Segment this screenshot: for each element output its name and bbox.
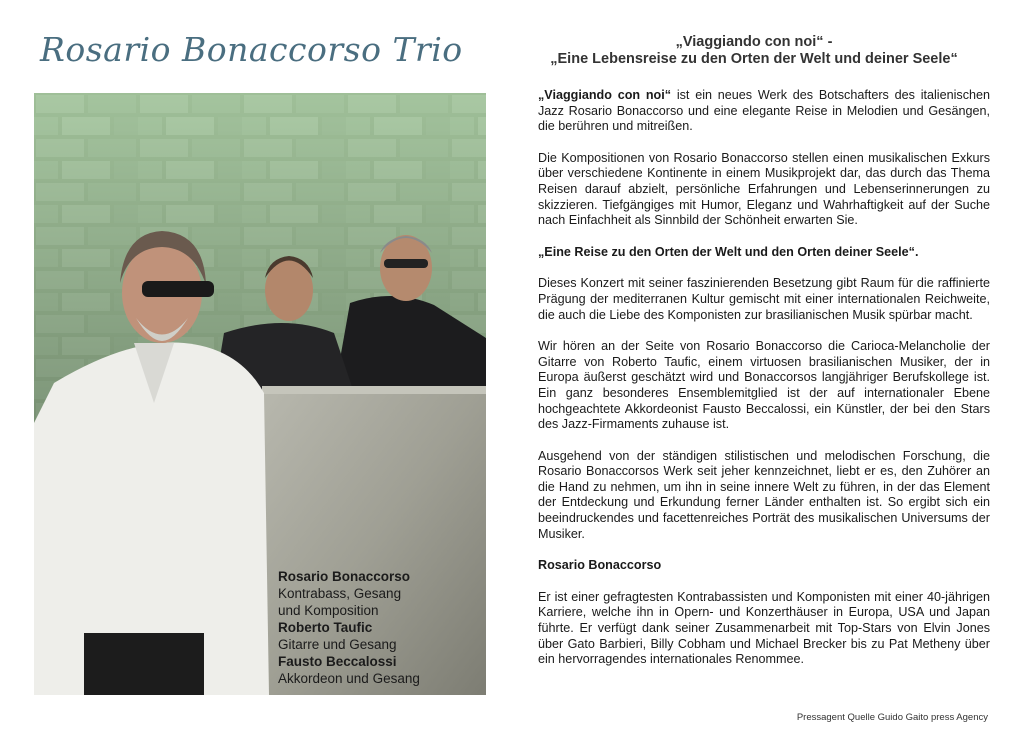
paragraph-1 — [538, 88, 990, 135]
heading-line-1: „Viaggiando con noi“ - — [675, 34, 833, 50]
paragraph-5: Wir hören an der Seite von Rosario Bonaccorso die Carioca-Melancholie der Gitarre von Roberto Taufic, einem virtuosen brasilianischen Musiker, der in Europa äußerst geschätzt wird und Bonaccorsos langjähriger Berufskollege ist. Ein ganz besonderes Ensemblemitglied ist der auf internationaler Ebene hochgeachtete Akkordeonist Fausto Beccalossi, ein Künstler, der bei den Stars des Jazz-Firmaments zuhause ist. — [538, 339, 990, 432]
article-body — [538, 88, 990, 684]
band-title: Rosario Bonaccorso Trio — [40, 30, 463, 69]
caption-name-2: Roberto Taufic — [278, 620, 373, 635]
paragraph-1-bold: „Viaggiando con noi“ — [538, 88, 672, 102]
caption-role-2: Gitarre und Gesang — [278, 637, 397, 652]
caption-name-1: Rosario Bonaccorso — [278, 569, 411, 584]
photo-caption — [278, 568, 478, 687]
caption-name-3: Fausto Beccalossi — [278, 654, 397, 669]
paragraph-8: Er ist einer gefragtesten Kontrabassisten und Komponisten mit einer 40-jährigen Karriere, welche ihn in Opern- und Konzerthäuser in Europa, USA und Japan führte. Er verfügt dank seiner Zusammenarbeit mit Top-Stars von Elvin Jones über Gato Barbieri, Billy Cobham und Michael Brecker bis zu Pat Metheny über ein hervorragendes internationales Renommee. — [538, 589, 990, 667]
caption-role-1b: und Komposition — [278, 603, 379, 618]
article-heading — [520, 34, 988, 68]
paragraph-7-subheading: Rosario Bonaccorso — [538, 558, 662, 573]
caption-role-1a: Kontrabass, Gesang — [278, 586, 402, 601]
paragraph-2: Die Kompositionen von Rosario Bonaccorso stellen einen musikalischen Exkurs über verschiedene Kontinente in einem Musikprojekt dar, das durch das Thema Reisen darauf abzielt, persönliche Erfahrungen und Lebenserinnerungen zu skizzieren. Tiefgängiges mit Humor, Eleganz und Wahrhaftigkeit auf der Suche nach Einfachheit als Sinnbild der Schönheit erwarten Sie. — [538, 150, 990, 228]
caption-role-3: Akkordeon und Gesang — [278, 671, 420, 686]
paragraph-4: Dieses Konzert mit seiner faszinierenden Besetzung gibt Raum für die raffinierte Prägung der mediterranen Kultur gemischt mit einer internationalen Reichweite, die auch die Liebe des Komponisten zur brasilianischen Musik spürbar macht. — [538, 276, 990, 322]
paragraph-1-text: ist ein neues Werk des Botschafters des italienischen Jazz Rosario Bonaccorso und eine elegante Reise in Melodien und Gesängen, die berühren und mitreißen. — [538, 88, 990, 134]
footer-credit: Pressagent Quelle Guido Gaito press Agency — [796, 712, 988, 723]
heading-line-2: „Eine Lebensreise zu den Orten der Welt und deiner Seele“ — [550, 51, 958, 67]
paragraph-3-subheading: „Eine Reise zu den Orten der Welt und den Orten deiner Seele“. — [538, 244, 919, 259]
paragraph-6: Ausgehend von der ständigen stilistischen und melodischen Forschung, die Rosario Bonaccorsos Werk seit jeher kennzeichnet, liebt er es, den Zuhörer an die Hand zu nehmen, um ihn in seine innere Welt zu führen, in der das Element der Entdeckung und Erkundung ferner Länder enthalten ist. So ergibt sich ein beeindruckendes und facettenreiches Porträt des musikalischen Universums der Musiker. — [538, 448, 990, 541]
